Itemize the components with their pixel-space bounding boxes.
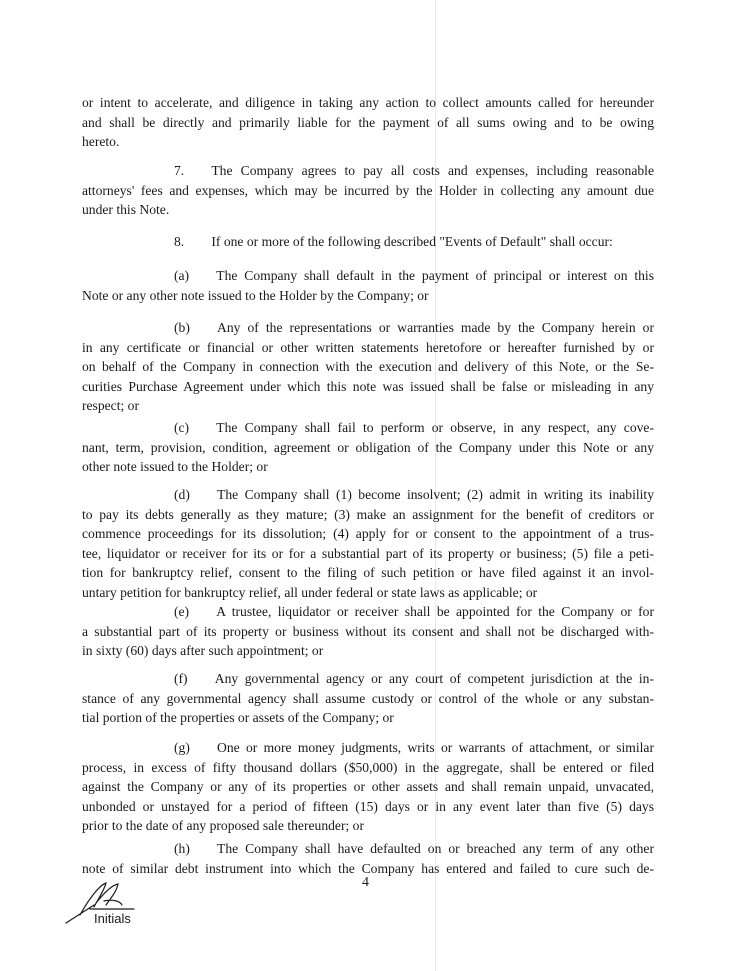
text-line: in any certificate or financial or other written statements heretofore or hereafter furnished by or — [82, 339, 654, 355]
text-line: tee, liquidator or receiver for its or for a substantial part of its property or business; (5) file a peti- — [82, 545, 654, 561]
text-line: prior to the date of any proposed sale thereunder; or — [82, 818, 364, 833]
paragraph-8f — [82, 669, 654, 728]
paragraph-7 — [82, 161, 654, 220]
text-line: (b) Any of the representations or warranties made by the Company herein or — [174, 320, 654, 335]
text-line: note of similar debt instrument into which the Company has entered and failed to cure such de- — [82, 860, 654, 876]
paragraph-8b — [82, 318, 654, 416]
text-line: respect; or — [82, 398, 139, 413]
paragraph-8d — [82, 485, 654, 602]
paragraph-8h — [82, 839, 654, 878]
text-line: a substantial part of its property or business without its consent and shall not be discharged with- — [82, 623, 654, 639]
text-line: tion for bankruptcy relief, consent to the filing of such petition or have filed against it an invol- — [82, 565, 654, 580]
text-line: curities Purchase Agreement under which this note was issued shall be false or misleading in any — [82, 378, 654, 394]
text-line: (g) One or more money judgments, writs or warrants of attachment, or similar — [174, 740, 654, 755]
text-line: tial portion of the properties or assets of the Company; or — [82, 710, 394, 725]
text-line: 8. If one or more of the following described "Events of Default" shall occur: — [174, 234, 613, 249]
text-line: (f) Any governmental agency or any court of competent jurisdiction at the in- — [174, 671, 654, 686]
text-line: (c) The Company shall fail to perform or observe, in any respect, any cove- — [174, 420, 654, 435]
text-line: and shall be directly and primarily liable for the payment of all sums owing and to be owing — [82, 114, 654, 130]
paragraph-8e — [82, 602, 654, 661]
text-line: or intent to accelerate, and diligence in taking any action to collect amounts called for hereunder — [82, 95, 654, 110]
text-line: other note issued to the Holder; or — [82, 459, 268, 474]
text-line: stance of any governmental agency shall assume custody or control of the whole or any substan- — [82, 690, 654, 706]
text-line: attorneys' fees and expenses, which may be incurred by the Holder in collecting any amount due — [82, 182, 654, 198]
text-line: hereto. — [82, 134, 120, 149]
text-line: nant, term, provision, condition, agreement or obligation of the Company under this Note or any — [82, 439, 654, 455]
initials-label: Initials — [94, 911, 131, 926]
text-line: unbonded or unstayed for a period of fifteen (15) days or in any event later than five (5) days — [82, 798, 654, 814]
text-line: to pay its debts generally as they mature; (3) make an assignment for the benefit of creditors or — [82, 506, 654, 522]
paragraph-8 — [82, 232, 654, 252]
initials-block — [60, 875, 170, 935]
text-line: (a) The Company shall default in the payment of principal or interest on this — [174, 268, 654, 283]
text-line: (h) The Company shall have defaulted on or breached any term of any other — [174, 841, 654, 856]
paragraph-8a — [82, 266, 654, 305]
text-line: 7. The Company agrees to pay all costs and expenses, including reasonable — [174, 163, 654, 178]
text-line: process, in excess of fifty thousand dollars ($50,000) in the aggregate, shall be entered or filed — [82, 759, 654, 775]
paragraph-8g — [82, 738, 654, 836]
text-line: (d) The Company shall (1) become insolvent; (2) admit in writing its inability — [174, 487, 654, 502]
initials-signature — [60, 875, 170, 935]
text-line: commence proceedings for its dissolution; (4) apply for or consent to the appointment of a trus- — [82, 526, 654, 541]
text-line: Note or any other note issued to the Holder by the Company; or — [82, 287, 429, 303]
text-line: in sixty (60) days after such appointment; or — [82, 643, 324, 658]
page-number: 4 — [362, 875, 369, 890]
paragraph-8c — [82, 418, 654, 477]
text-line: untary petition for bankruptcy relief, all under federal or state laws as applicable; or — [82, 584, 538, 600]
text-line: under this Note. — [82, 202, 170, 217]
text-line: against the Company or any of its properties or other assets and shall remain unpaid, unvacated, — [82, 779, 654, 794]
text-line: on behalf of the Company in connection with the execution and delivery of this Note, or the Se- — [82, 359, 654, 374]
paragraph-continuation — [82, 93, 654, 152]
text-line: (e) A trustee, liquidator or receiver shall be appointed for the Company or for — [174, 604, 654, 619]
